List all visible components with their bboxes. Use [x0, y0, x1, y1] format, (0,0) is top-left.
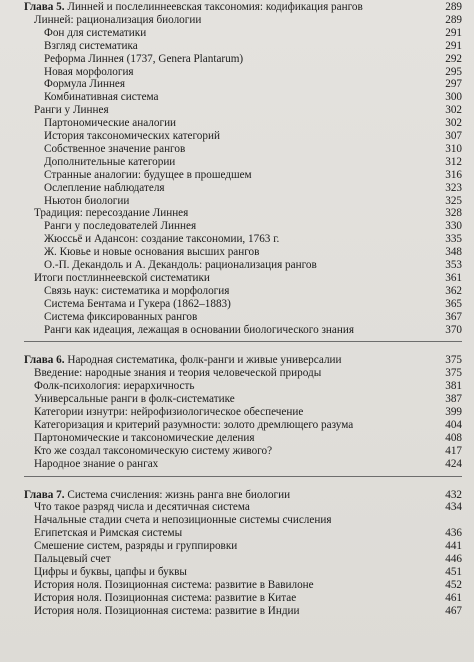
dot-leader [167, 189, 439, 191]
toc-entry[interactable] [44, 182, 462, 195]
dot-leader [198, 227, 439, 229]
toc-entry[interactable] [34, 527, 462, 540]
chapter-title-text: Система счисления: жизнь ранга вне биологии [64, 488, 291, 501]
toc-entry-title: Линней: рационализация биологии [34, 13, 202, 26]
dot-leader [231, 292, 439, 294]
toc-entry-title: Введение: народные знания и теория человеческой природы [34, 367, 322, 380]
section-divider [24, 341, 462, 342]
page-number: 461 [445, 591, 462, 604]
toc-entry[interactable] [44, 233, 462, 246]
chapter-heading[interactable] [24, 489, 462, 502]
page-number: 302 [445, 117, 462, 130]
page-number: 367 [445, 310, 462, 323]
toc-entry-title: История ноля. Позиционная система: развитие в Китае [34, 591, 297, 604]
toc-entry-title: История ноля. Позиционная система: развитие в Индии [34, 604, 300, 617]
toc-entry[interactable] [34, 272, 462, 285]
toc-entry-title: Категоризация и критерий разумности: золото дремлющего разума [34, 418, 354, 431]
toc-entry-title: О.-П. Декандоль и А. Декандоль: рационализация рангов [44, 259, 317, 271]
dot-leader [148, 34, 439, 36]
page-number: 446 [445, 553, 462, 565]
toc-entry[interactable] [44, 324, 462, 337]
page-number: 295 [445, 65, 462, 78]
toc-entry[interactable] [34, 579, 462, 592]
toc-entry[interactable] [34, 380, 462, 393]
toc-entry-title: Начальные стадии счета и непозиционные системы счисления [34, 514, 332, 527]
toc-entry[interactable] [34, 367, 462, 380]
toc-entry[interactable] [34, 432, 462, 445]
toc-entry-title: Смешение систем, разряды и группировки [34, 540, 238, 553]
page-number: 302 [445, 104, 462, 117]
chapter-title [24, 1, 363, 14]
toc-entry[interactable] [34, 605, 462, 618]
toc-entry[interactable] [44, 53, 462, 66]
dot-leader [187, 150, 439, 152]
toc-entry-title: Ранги у Линнея [34, 104, 109, 117]
toc-entry[interactable] [34, 566, 462, 579]
toc-entry-title: Собственное значение рангов [44, 142, 186, 155]
toc-entry[interactable] [44, 143, 462, 156]
dot-leader [233, 305, 439, 307]
toc-entry-title: Система фиксированных рангов [44, 310, 198, 323]
chapter-label: Глава 5. [24, 1, 65, 13]
dot-leader [184, 534, 439, 536]
toc-entry-title: Ньютон биологии [44, 194, 130, 207]
page-number: 452 [445, 578, 462, 591]
dot-leader [239, 547, 439, 549]
page-number: 434 [445, 501, 462, 514]
chapter-label: Глава 7. [24, 488, 65, 501]
dot-leader [261, 253, 439, 255]
page-number: 451 [445, 565, 462, 578]
toc-entry-title: Связь наук: систематика и морфология [44, 284, 230, 297]
toc-entry-title: Ранги у последователей Линнея [44, 220, 197, 233]
page-number: 375 [445, 354, 462, 367]
toc-entry[interactable] [34, 14, 462, 27]
dot-leader [113, 560, 439, 562]
toc-entry[interactable] [34, 514, 462, 527]
dot-leader [131, 202, 439, 204]
toc-entry-title: Новая морфология [44, 65, 134, 78]
chapter-title [24, 354, 342, 367]
page-number: 325 [445, 194, 462, 207]
page-number: 297 [445, 78, 462, 91]
dot-leader [344, 361, 440, 363]
toc-entry[interactable] [44, 66, 462, 79]
toc-entry-title: История таксономических категорий [44, 130, 220, 142]
page-number: 370 [445, 323, 462, 336]
toc-entry-title: Партономические аналогии [44, 117, 177, 130]
dot-leader [252, 508, 439, 510]
dot-leader [356, 331, 439, 333]
chapter-title-text: Линней и послелиннеевская таксономия: кодификация рангов [64, 1, 363, 13]
dot-leader [189, 573, 439, 575]
page-number: 432 [445, 488, 462, 501]
toc-entry[interactable] [44, 27, 462, 40]
page-number: 330 [445, 220, 462, 233]
page-number: 289 [445, 13, 462, 26]
toc-entry[interactable] [44, 285, 462, 298]
section-divider [24, 476, 462, 477]
toc-entry[interactable] [44, 117, 462, 130]
toc-entry-title: Жюссьё и Адансон: создание таксономии, 1763 г. [44, 233, 280, 246]
dot-leader [245, 60, 439, 62]
page-number: 441 [445, 540, 462, 553]
dot-leader [281, 240, 439, 242]
dot-leader [203, 21, 439, 23]
toc-entry-title: Кто же создал таксономическую систему живого? [34, 444, 273, 457]
toc-entry[interactable] [44, 220, 462, 233]
dot-leader [319, 266, 439, 268]
page-number: 348 [445, 246, 462, 259]
dot-leader [365, 8, 439, 10]
toc-entry[interactable] [34, 592, 462, 605]
toc-entry-title: Ж. Кювье и новые основания высших рангов [44, 246, 260, 259]
toc-entry[interactable] [34, 406, 462, 419]
dot-leader [212, 279, 439, 281]
dot-leader [355, 426, 439, 428]
page-number: 310 [445, 142, 462, 155]
dot-leader [257, 439, 439, 441]
dot-leader [197, 387, 439, 389]
chapter-title-text: Народная систематика, фолк-ранги и живые универсалии [64, 354, 342, 367]
toc-entry[interactable] [44, 91, 462, 104]
page-number: 312 [445, 155, 462, 168]
toc-entry[interactable] [34, 540, 462, 553]
toc-entry-title: Фолк-психология: иерархичность [34, 380, 195, 393]
chapter-heading[interactable] [24, 1, 462, 14]
toc-entry[interactable] [44, 246, 462, 259]
dot-leader [274, 452, 439, 454]
chapter-label: Глава 6. [24, 354, 65, 367]
toc-entry[interactable] [34, 104, 462, 117]
dot-leader [316, 586, 439, 588]
toc-entry[interactable] [34, 445, 462, 458]
toc-entry[interactable] [44, 40, 462, 53]
dot-leader [333, 521, 439, 523]
toc-entry[interactable] [34, 393, 462, 406]
toc-entry[interactable] [44, 311, 462, 324]
toc-entry-title: Странные аналогии: будущее в прошедшем [44, 168, 252, 181]
dot-leader [323, 374, 439, 376]
dot-leader [140, 47, 439, 49]
dot-leader [254, 176, 439, 178]
toc-entry-title: Категории изнутри: нейрофизиологическое обеспечение [34, 406, 304, 418]
toc-entry[interactable] [44, 130, 462, 143]
page-number: 381 [445, 380, 462, 393]
page-number: 307 [445, 130, 462, 142]
toc-entry-title: Египетская и Римская системы [34, 527, 183, 540]
page-number: 328 [445, 207, 462, 220]
chapter-title [24, 489, 290, 502]
dot-leader [127, 85, 439, 87]
page-number: 361 [445, 271, 462, 284]
page-number: 323 [445, 181, 462, 194]
page-number: 292 [445, 52, 462, 65]
toc-entry-title: Пальцевый счет [34, 553, 111, 565]
page-number: 353 [445, 259, 462, 271]
page-number: 316 [445, 168, 462, 181]
chapter-heading[interactable] [24, 354, 462, 367]
toc-entry-title: Народное знание о рангах [34, 457, 159, 470]
toc-entry-title: Дополнительные категории [44, 155, 176, 168]
toc-entry-title: Традиция: пересоздание Линнея [34, 207, 189, 220]
toc-entry[interactable] [34, 458, 462, 471]
toc-entry-title: Взгляд систематика [44, 39, 138, 52]
toc-entry-title: Формула Линнея [44, 78, 126, 91]
dot-leader [178, 124, 439, 126]
toc-entry-title: Реформа Линнея (1737, Genera Plantarum) [44, 52, 244, 65]
toc-entry-title: Фон для систематики [44, 26, 147, 39]
dot-leader [302, 612, 439, 614]
dot-leader [177, 163, 439, 165]
toc-entry[interactable] [44, 169, 462, 182]
toc-entry[interactable] [44, 195, 462, 208]
page-number: 399 [445, 406, 462, 418]
page-number: 467 [445, 604, 462, 617]
page-number: 300 [445, 91, 462, 104]
toc-entry[interactable] [44, 298, 462, 311]
page-number: 387 [445, 393, 462, 406]
page-number: 417 [445, 444, 462, 457]
toc-entry[interactable] [44, 156, 462, 169]
dot-leader [111, 111, 439, 113]
toc-entry-title: Ослепление наблюдателя [44, 181, 165, 194]
dot-leader [292, 496, 439, 498]
page-number: 408 [445, 431, 462, 444]
toc-entry-title: Универсальные ранги в фолк-систематике [34, 393, 235, 406]
toc-entry-title: Итоги постлиннеевской систематики [34, 271, 210, 284]
toc-entry-title: История ноля. Позиционная система: развитие в Вавилоне [34, 578, 314, 591]
page-number: 291 [445, 26, 462, 39]
toc-entry-title: Что такое разряд числа и десятичная система [34, 501, 250, 514]
dot-leader [136, 73, 439, 75]
dot-leader [161, 98, 439, 100]
dot-leader [160, 465, 439, 467]
page-number: 335 [445, 233, 462, 246]
dot-leader [190, 214, 439, 216]
dot-leader [305, 413, 439, 415]
toc-entry-title: Цифры и буквы, цапфы и буквы [34, 565, 187, 578]
toc-entry-title: Система Бентама и Гукера (1862–1883) [44, 297, 231, 310]
page-number: 289 [445, 1, 462, 13]
page-number: 362 [445, 284, 462, 297]
toc-entry-title: Комбинативная система [44, 91, 159, 104]
toc-entry[interactable] [44, 78, 462, 91]
page-number: 375 [445, 367, 462, 380]
page-number: 291 [445, 39, 462, 52]
toc-entry[interactable] [34, 553, 462, 566]
toc-entry[interactable] [34, 501, 462, 514]
toc-entry[interactable] [34, 207, 462, 220]
page-number: 404 [445, 418, 462, 431]
toc-entry-title: Партономические и таксономические деления [34, 431, 255, 444]
page-number: 436 [445, 527, 462, 540]
toc-entry[interactable] [34, 419, 462, 432]
page-number: 424 [445, 457, 462, 470]
dot-leader [222, 137, 439, 139]
dot-leader [237, 400, 439, 402]
page-number: 365 [445, 297, 462, 310]
toc-entry-title: Ранги как идеация, лежащая в основании биологического знания [44, 323, 354, 336]
dot-leader [199, 318, 439, 320]
dot-leader [298, 599, 439, 601]
toc-entry[interactable] [44, 259, 462, 272]
